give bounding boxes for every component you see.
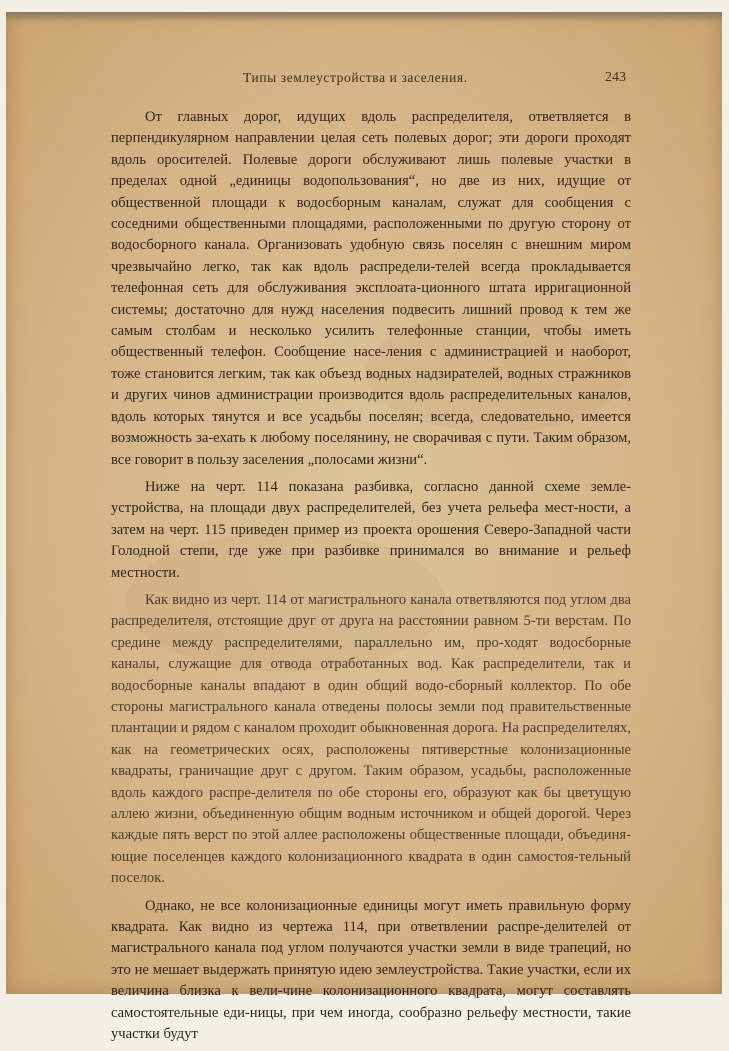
paragraph: Как видно из черт. 114 от магистрального канала ответвляются под углом два распределителя, отстоящие друг от друга на расстоянии равном 5-ти верстам. По средине между распределителями, параллельно им, про-ходят водосборные каналы, служащие для отвода отработанных вод. Как распределители, так и водосборные каналы впадают в один общий водо-сборный коллектор. По обе стороны магистрального канала отведены полосы земли под правительственные плантации и рядом с каналом проходит обыкновенная дорога. На распределителях, как на геометрических осях, расположены пятиверстные колонизационные квадраты, граничащие друг с другом. Таким образом, усадьбы, расположенные вдоль каждого распре-делителя по обе стороны его, образуют как бы цветущую аллею жизни, объединенную общим водным источником и общей дорогой. Через каждые пять верст по этой аллее расположены общественные площади, объединя-ющие поселенцев каждого колонизационного квадрата в один самостоя-тельный поселок. (111, 591, 631, 887)
paragraph: От главных дорог, идущих вдоль распределителя, ответвляется в перпендикулярном направлении целая сеть полевых дорог; эти дороги проходят вдоль оросителей. Полевые дороги обслуживают лишь полевые участки в пределах одной „единицы водопользования“, но две из них, идущие от общественной площади к водосборным каналам, служат для сообщения с соседними общественными площадями, расположенными по другую сторону от водосборного канала. Организовать удобную связь поселян с внешним миром чрезвычайно легко, так как вдоль распредели-телей всегда прокладывается телефонная сеть для обслуживания эксплоата-ционного штата ирригационной системы; достаточно для нужд населения подвесить лишний провод к тем же самым столбам и несколько усилить телефонные станции, чтобы иметь общественный телефон. Сообщение насе-ления с администрацией и наоборот, тоже становится легким, так как объезд водных надзирателей, водных стражников и других чинов администрации производится вдоль распределительных каналов, вдоль которых тянутся и все усадьбы поселян; всегда, следовательно, имеется возможность за-ехать к любому поселянину, не сворачивая с пути. Таким образом, все говорит в пользу заселения „полосами жизни“. (111, 109, 631, 468)
book-page (6, 12, 722, 1043)
body-text (111, 107, 631, 1051)
chapter-title: Типы землеустройства и заселения. (243, 70, 468, 85)
scan-edge-shadow (6, 12, 722, 22)
page-number: 243 (605, 70, 626, 85)
paragraph: Ниже на черт. 114 показана разбивка, согласно данной схеме земле-устройства, на площади двух распределителей, без учета рельефа мест-ности, а затем на черт. 115 приведен пример из проекта орошения Северо-Западной части Голодной степи, где уже при разбивке принимался во внимание и рельеф местности. (111, 478, 631, 581)
running-header (106, 70, 626, 92)
paragraph: Однако, не все колонизационные единицы могут иметь правильную форму квадрата. Как видно из чертежа 114, при ответвлении распре-делителей от магистрального канала под углом получаются участки земли в виде трапеций, но это не мешает выдержать принятую идею землеустройства. Такие участки, если их величина близка к вели-чине колонизационного квадрата, могут составлять самостоятельные еди-ницы, при чем иногда, сообразно рельефу местности, такие участки будут (111, 897, 631, 1043)
